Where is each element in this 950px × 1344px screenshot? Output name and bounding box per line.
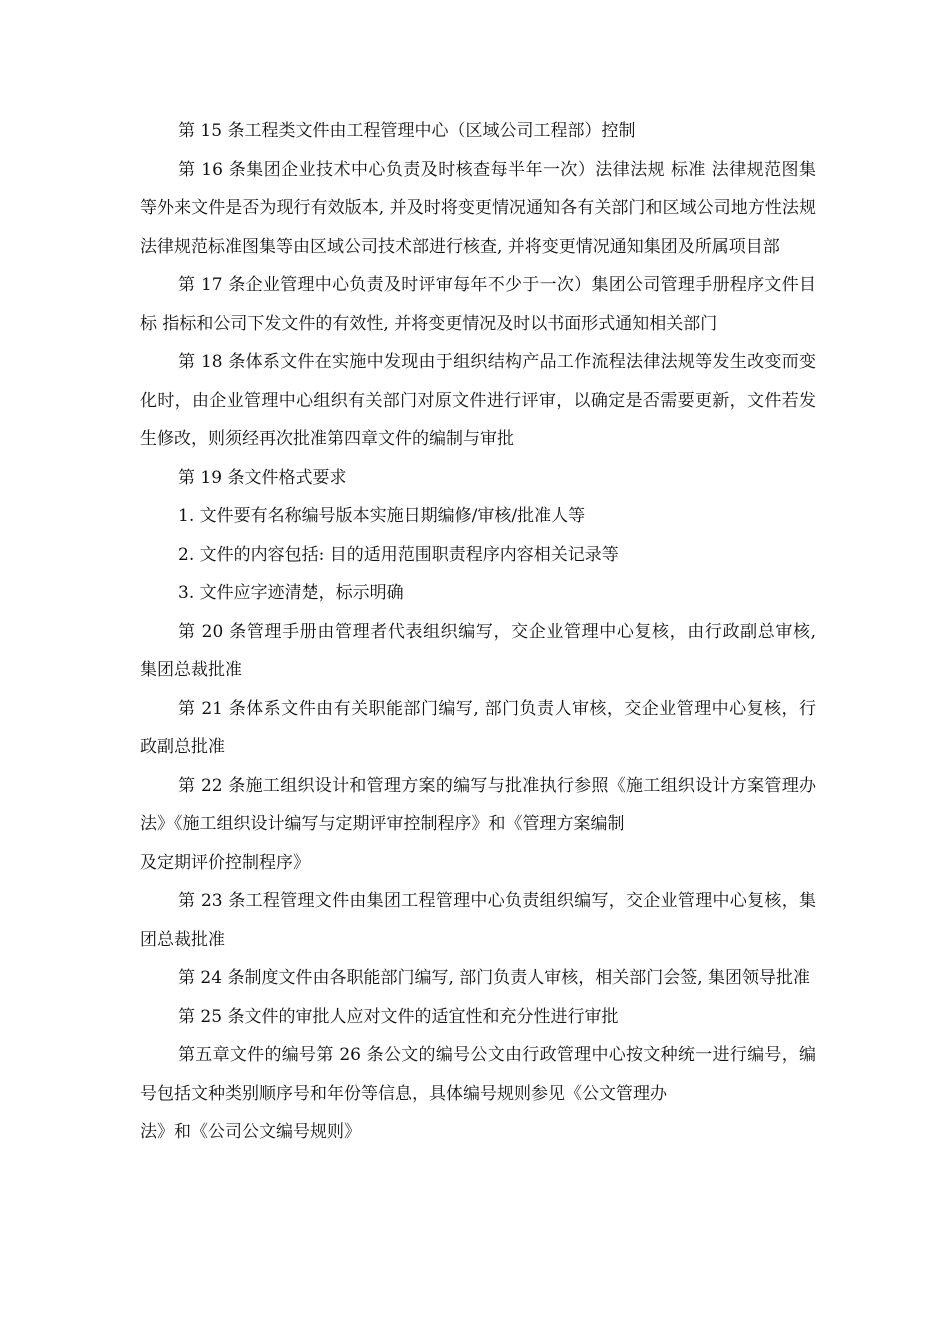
article-15: 第 15 条工程类文件由工程管理中心（区域公司工程部）控制: [178, 121, 636, 141]
list-item-1: 1. 文件要有名称编号版本实施日期编修/审核/批准人等: [178, 506, 586, 526]
article-20: 第 20 条管理手册由管理者代表组织编写，交企业管理中心复核，由行政副总审核, 集团总裁批准: [140, 621, 816, 680]
article-23: 第 23 条工程管理文件由集团工程管理中心负责组织编写，交企业管理中心复核，集团总裁批准: [140, 891, 816, 950]
article-22-tail: 及定期评价控制程序》: [140, 852, 310, 873]
list-item-2: 2. 文件的内容包括: 目的适用范围职责程序内容相关记录等: [178, 544, 619, 565]
list-item-3: 3. 文件应字迹清楚，标示明确: [178, 583, 404, 603]
article-16: 第 16 条集团企业技术中心负责及时核查每半年一次）法律法规 标准 法律规范图集等外来文件是否为现行有效版本, 并及时将变更情况通知各有关部门和区域公司地方性法规法律规范标准图集等由区域公司技术部进行核查, 并将变更情况通知集团及所属项目部: [140, 159, 816, 257]
article-24: 第 24 条制度文件由各职能部门编写, 部门负责人审核，相关部门会签, 集团领导批准: [178, 968, 811, 988]
article-26: [140, 1036, 816, 1152]
document-body: [140, 112, 816, 1152]
article-18: 第 18 条体系文件在实施中发现由于组织结构产品工作流程法律法规等发生改变而变化时，由企业管理中心组织有关部门对原文件进行评审，以确定是否需要更新，文件若发生修改，则须经再次批准第四章文件的编制与审批: [140, 352, 816, 449]
article-22: [140, 767, 816, 883]
article-26-tail: 法》和《公司公文编号规则》: [140, 1122, 361, 1142]
article-19: 第 19 条文件格式要求: [178, 467, 347, 488]
article-21: 第 21 条体系文件由有关职能部门编写, 部门负责人审核，交企业管理中心复核，行政副总批准: [140, 698, 816, 757]
article-22-text: 第 22 条施工组织设计和管理方案的编写与批准执行参照《施工组织设计方案管理办法》《施工组织设计编写与定期评审控制程序》和《管理方案编制: [140, 775, 816, 834]
article-26-text: 第五章文件的编号第 26 条公文的编号公文由行政管理中心按文种统一进行编号，编号包括文种类别顺序号和年份等信息，具体编号规则参见《公文管理办: [140, 1045, 816, 1104]
article-25: 第 25 条文件的审批人应对文件的适宜性和充分性进行审批: [178, 1006, 619, 1027]
article-17: 第 17 条企业管理中心负责及时评审每年不少于一次）集团公司管理手册程序文件目标 指标和公司下发文件的有效性, 并将变更情况及时以书面形式通知相关部门: [140, 275, 816, 334]
